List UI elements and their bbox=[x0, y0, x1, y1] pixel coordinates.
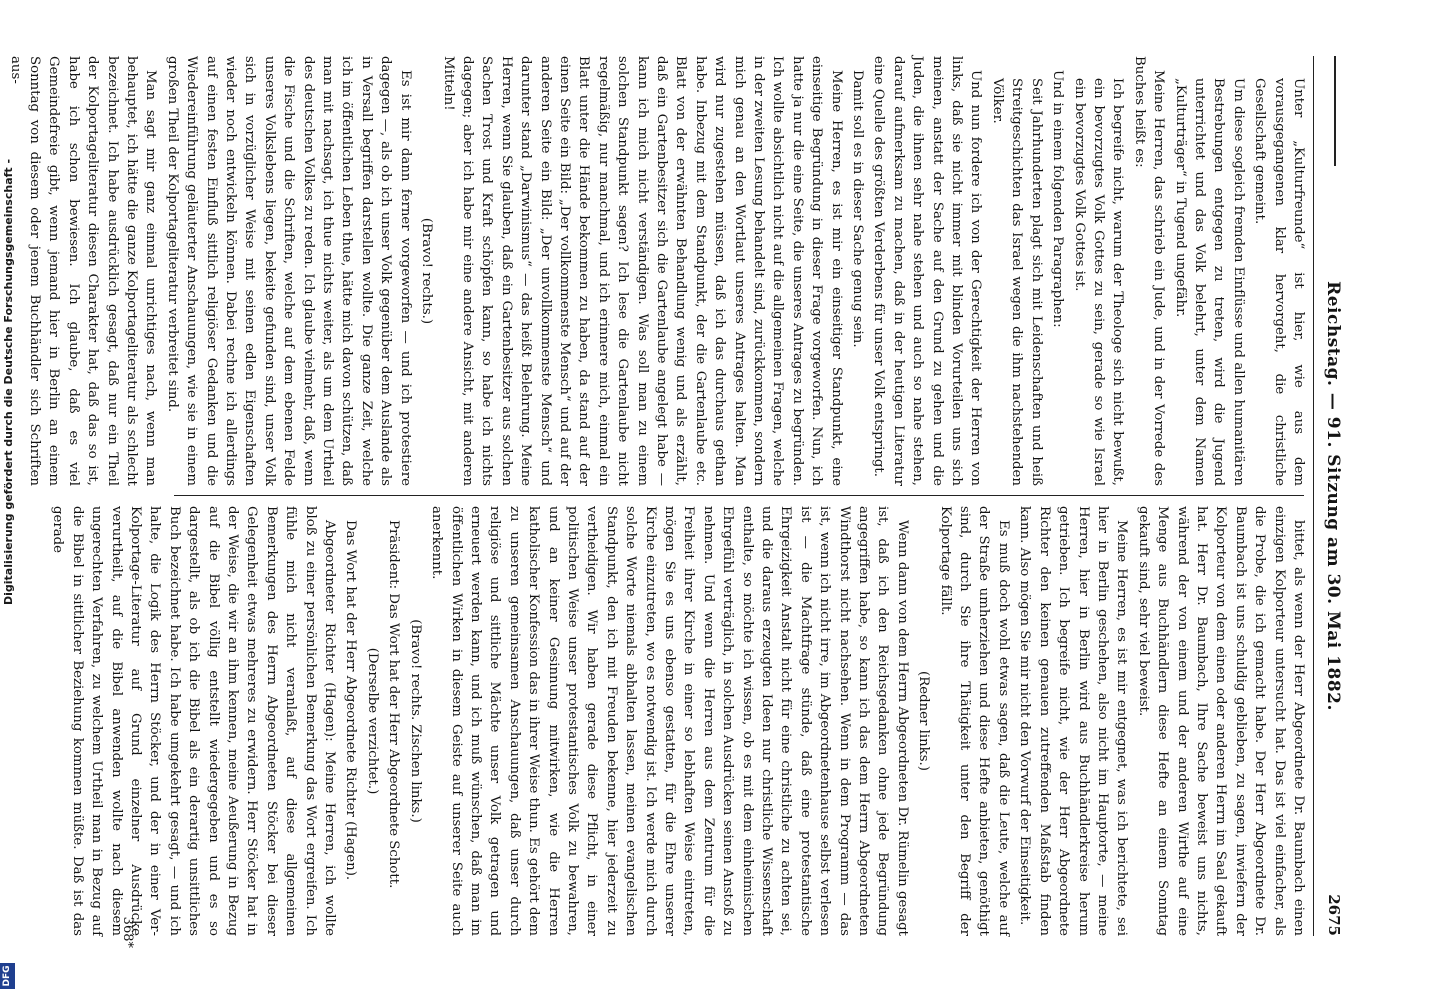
dfg-logo bbox=[0, 963, 15, 989]
paragraph: bittet, als wenn der Herr Abgeordnete Dr. Baumbach einen einzigen Kolporteur untersucht hat. Das ist viel einfacher, als die Probe, die ich gemacht habe. Der Herr Abgeordnete Dr. Baumbach ist uns schuldig geblieben, zu sagen, inwiefern der Kolporteur von dem einen oder anderen Herrn im Saal gekauft hat. Herr Dr. Baumbach, Ihre Sache beweist uns nichts, während der von einem und der anderen Wirthe auf eine Menge aus Buchhändlern diese Hefte an einem Sonntag gekauft sind, sehr viel beweist. bbox=[1135, 506, 1306, 936]
paragraph: Das Wort hat der Herr Abgeordnete Richter (Hagen). bbox=[343, 520, 359, 881]
paragraph: Man sagt mir ganz einmal unrichtiges nach, wenn man behauptet, ich hätte die ganze Kolportageliteratur als schlecht bezeichnet. Ich habe ausdrücklich gesagt, daß nur ein Theil der Kolportageliteratur diesen Charakter hat, daß das so ist, habe ich schon bewiesen. Ich glaube, daß es viel Gemeindefreie gibt, wenn jemand hier in Berlin an einem Sonntag von diesem oder jenem Buchhändler sich Schriften aus- bbox=[7, 56, 159, 486]
paragraph: Meine Herren, es ist mir entgegnet, was ich berichtete, sei hier in Berlin geschehen, also nicht im Hauptorte, — meine Herren, hier in Berlin wird aus Buchhändlerkreise herum getrieben. Ich begreife nicht, wie der Herr Abgeordnete Richter den keinen genauen zutreffenden Maßstab finden kann. Also mögen Sie mir nicht den Vorwurf der Einseitigkeit. bbox=[1017, 506, 1130, 936]
paragraph: Unter „Kulturfreunde“ ist hier, wie aus dem vorausgegangenen klar hervorgeht, die christliche Gesellschaft gemeint. bbox=[1252, 78, 1306, 486]
paragraph: Seit Jahrhunderten plagt sich mit Leidenschaften und heiß Streitgeschichten das Israel wegen die ihm nachstehenden Völker. bbox=[989, 78, 1044, 486]
signature-number: 368* bbox=[120, 916, 135, 948]
paragraph: Damit soll es in dieser Sache genug sein. bbox=[850, 70, 866, 348]
page-header bbox=[1313, 56, 1348, 936]
paragraph: Und nun fordere ich von der Gerechtigkeit der Herren von links, daß sie nicht immer mit blinden Vorurteilen uns sich meinen, anstatt der Sache auf den Grund zu gehen und die Juden, die ihnen sehr nahe stehen und auch so nahe stehen, darauf aufmerksam zu machen, daß in der heutigen Literatur eine Quelle des größten Verderbens für unser Volk entspringt. bbox=[871, 56, 984, 486]
left-column bbox=[7, 56, 1308, 486]
interjection: (Bravo! rechts. Zischen links.) bbox=[407, 619, 423, 823]
paragraph: Wenn dann von dem Herrn Abgeordneten Dr. Rümelin gesagt ist, daß ich den Reichsgedanken ohne jede Begründung angegriffen habe, so kann ich das dem Herrn Abgeordneten Windthorst nicht nachsehen. Wenn in dem Programm — das ist, wenn ich nicht irre, im Abgeordnetenhause selbst verlesen ist — die Machtfrage stünde, daß eine protestantische Ehrgeizigkeit Anstalt nicht für eine christliche zu achten sei, und die daraus erzeugten Ideen nur christliche Wissenschaft enthalte, so möchte ich wissen, ob es mit dem einheimischen Ehrgefühl verträglich, in solchen Ausdrücken seinen Anstoß zu nehmen. Und wenn die Herren aus dem Zentrum für die Freiheit ihrer Kirche in einer so lebhaften Weise eintreten, mögen Sie es uns ebenso gestatten, für die Ehre unserer Kirche einzutreten, wo es notwendig ist. Ich werde mich durch solche Worte niemals abhalten lassen, meinen evangelischen Standpunkt, den ich mit Freuden bekenne, hier jederzeit zu vertheidigen. Wir haben gerade diese Pflicht, in einer politischen Weise unser protestantisches Volk zu bewahren, und an keiner Gesinnung mitwirken, wie die Herren katholischer Konfession das in ihrer Weise thun. Es gehört dem zu unseren gemeinsamen Anschauungen, daß unser durch religiöse und sittliche Mächte unser Volk getragen und erneuert werden kann, und ich muß wünschen, daß man im öffentlichen Wirken in diesem Geiste auf unserer Seite auch anerkennt. bbox=[429, 506, 910, 936]
paragraph: Es ist mir dann ferner vorgeworfen — und ich protestiere dagegen —, als ob ich unser Volk gegenüber dem Auslande als in Versall begriffen darstellen wollte. Die ganze Zeit, welche ich im öffentlichen Leben thue, hätte mich davon schützen, daß man mit nachsagt, ich thue nichts weiter, als um dem Urtheil des deutschen Volkes zu reden. Ich glaube vielmehr, daß, wenn die Fische und die Schriften, welche auf dem ebenen Felde unseres Volkslebens liegen, bekeite gefunden sind, unser Volk sich in vorzüglicher Weise mit seinen edlen Eigenschaften wieder noch entwickeln können. Dabei rechne ich allerdings auf einen festen Einfluß sittlich religiöser Gedanken und die Wiedereinführung geläuterter Anschauungen, wie sie in einem großen Theil der Kolportageliteratur verbreitet sind. bbox=[164, 56, 413, 486]
paragraph: Abgeordneter Richter (Hagen): Meine Herren, ich wollte bloß zu einer persönlichen Bemerkung das Wort ergreifen. Ich fühle mich nicht veranlaßt, auf diese allgemeinen Bemerkungen des Herrn Abgeordneten Stöcker bei dieser Gelegenheit etwas mehreres zu erwidern. Herr Stöcker hat in der Weise, die wir an ihm kennen, meine Aeußerung in Bezug auf die Bibel völlig entstellt wiedergegeben und es so dargestellt, als ob ich die Bibel als ein derartig unsittliches Buch bezeichnet habe. Ich habe umgekehrt gesagt, — und ich halte, die Logik des Herrn Stöcker, und der in einer Ver-Kolportage-Literatur auf Grund einzelner Ausdrücke verurtheilt, auf die Bibel anwenden wollte nach diesem ungerechten Verfahren, zu welchem Urtheil man in Bezug auf die Bibel in sittlicher Beziehung kommen müßte. Daß ist das gerade bbox=[50, 506, 338, 936]
paragraph: Um diese sogleich fremden Einflüsse und allen humanitären Bestrebungen entgegen zu treten, wird die Jugend unterrichtet und das Volk belehrt, unter dem Namen „Kulturträger“ in Tugend ungefähr. bbox=[1172, 78, 1246, 486]
interjection: (Derselbe verzichtet.) bbox=[364, 647, 380, 795]
paragraph: Und in einem folgenden Paragraphen: bbox=[1050, 70, 1066, 328]
page-number: 2675 bbox=[1325, 894, 1343, 936]
paragraph: Meine Herren, das schrieb ein Jude, und in der Vorrede des Buches heißt es: bbox=[1131, 56, 1167, 486]
interjection: (Redner links.) bbox=[916, 671, 932, 771]
paragraph: Ich begreife nicht, warum der Theologe sich nicht bewußt, ein bevorzugtes Volk Gottes zu sein, gerade so wie Israel ein bevorzugtes Volk Gottes ist. bbox=[1071, 78, 1126, 486]
digitization-credit: Digitalisierung gefördert durch die Deutsche Forschungsgemeinschaft - bbox=[2, 158, 15, 605]
paragraph: Es muß doch wohl etwas sagen, daß die Leute, welche auf der Straße umherziehen und diese Hefte anbieten, genöthigt sind, durch Sie ihre Thätigkeit unter den Begriff der Kolportage fällt. bbox=[937, 506, 1011, 936]
column-divider bbox=[174, 495, 1304, 496]
dfg-logo-text: DFG bbox=[2, 965, 12, 987]
interjection: (Bravo! rechts.) bbox=[419, 217, 435, 325]
president-line: Präsident: Das Wort hat der Herr Abgeordnete Schott. bbox=[386, 520, 402, 889]
paragraph: Meine Herren, es ist mir ein einseitiger Standpunkt, eine einseitige Begründung in dieser Frage vorgeworfen. Nun, ich hatte ja nur die eine Seite, die unseres Antrages zu begründen. Ich wollte absichtlich nicht auf die allgemeinen Fragen, welche in der zweiten Lesung behandelt sind, zurückkommen, sondern mich genau an den Wortlaut unseres Antrages halten. Man wird nur zugestehen müssen, daß ich das durchaus gethan habe. Inbezug mit dem Standpunkt, der die Gartenlaube etc. Blatt von der erwähnten Behandlung wenig und als erzählt, daß ein Gartenbesitzer sich die Gartenlaube angelegt habe — kann ich mich nicht verständigen. Was soll man zu einem solchen Standpunkt sagen? Ich lese die Gartenlaube nicht regelmäßig, nur manchmal, und ich erinnere mich, einmal ein Blatt unter die Hände bekommen zu haben, da stand auf der einen Seite ein Bild: „Der vollkommenste Mensch“ und auf der anderen Seite ein Bild: „Der unvollkommenste Mensch“ und darunter stand „Darwinismus“ — das heißt Belehrung. Meine Herren, wenn Sie glauben, daß ein Gartenbesitzer aus solchen Sachen Trost und Kraft schöpfen kann, so habe ich nichts dagegen; aber ich habe mir eine andere Ansicht, mit anderen Mitteln! bbox=[440, 56, 844, 486]
session-title: Reichstag. — 91. Sitzung am 30. Mai 1882. bbox=[1323, 281, 1343, 711]
